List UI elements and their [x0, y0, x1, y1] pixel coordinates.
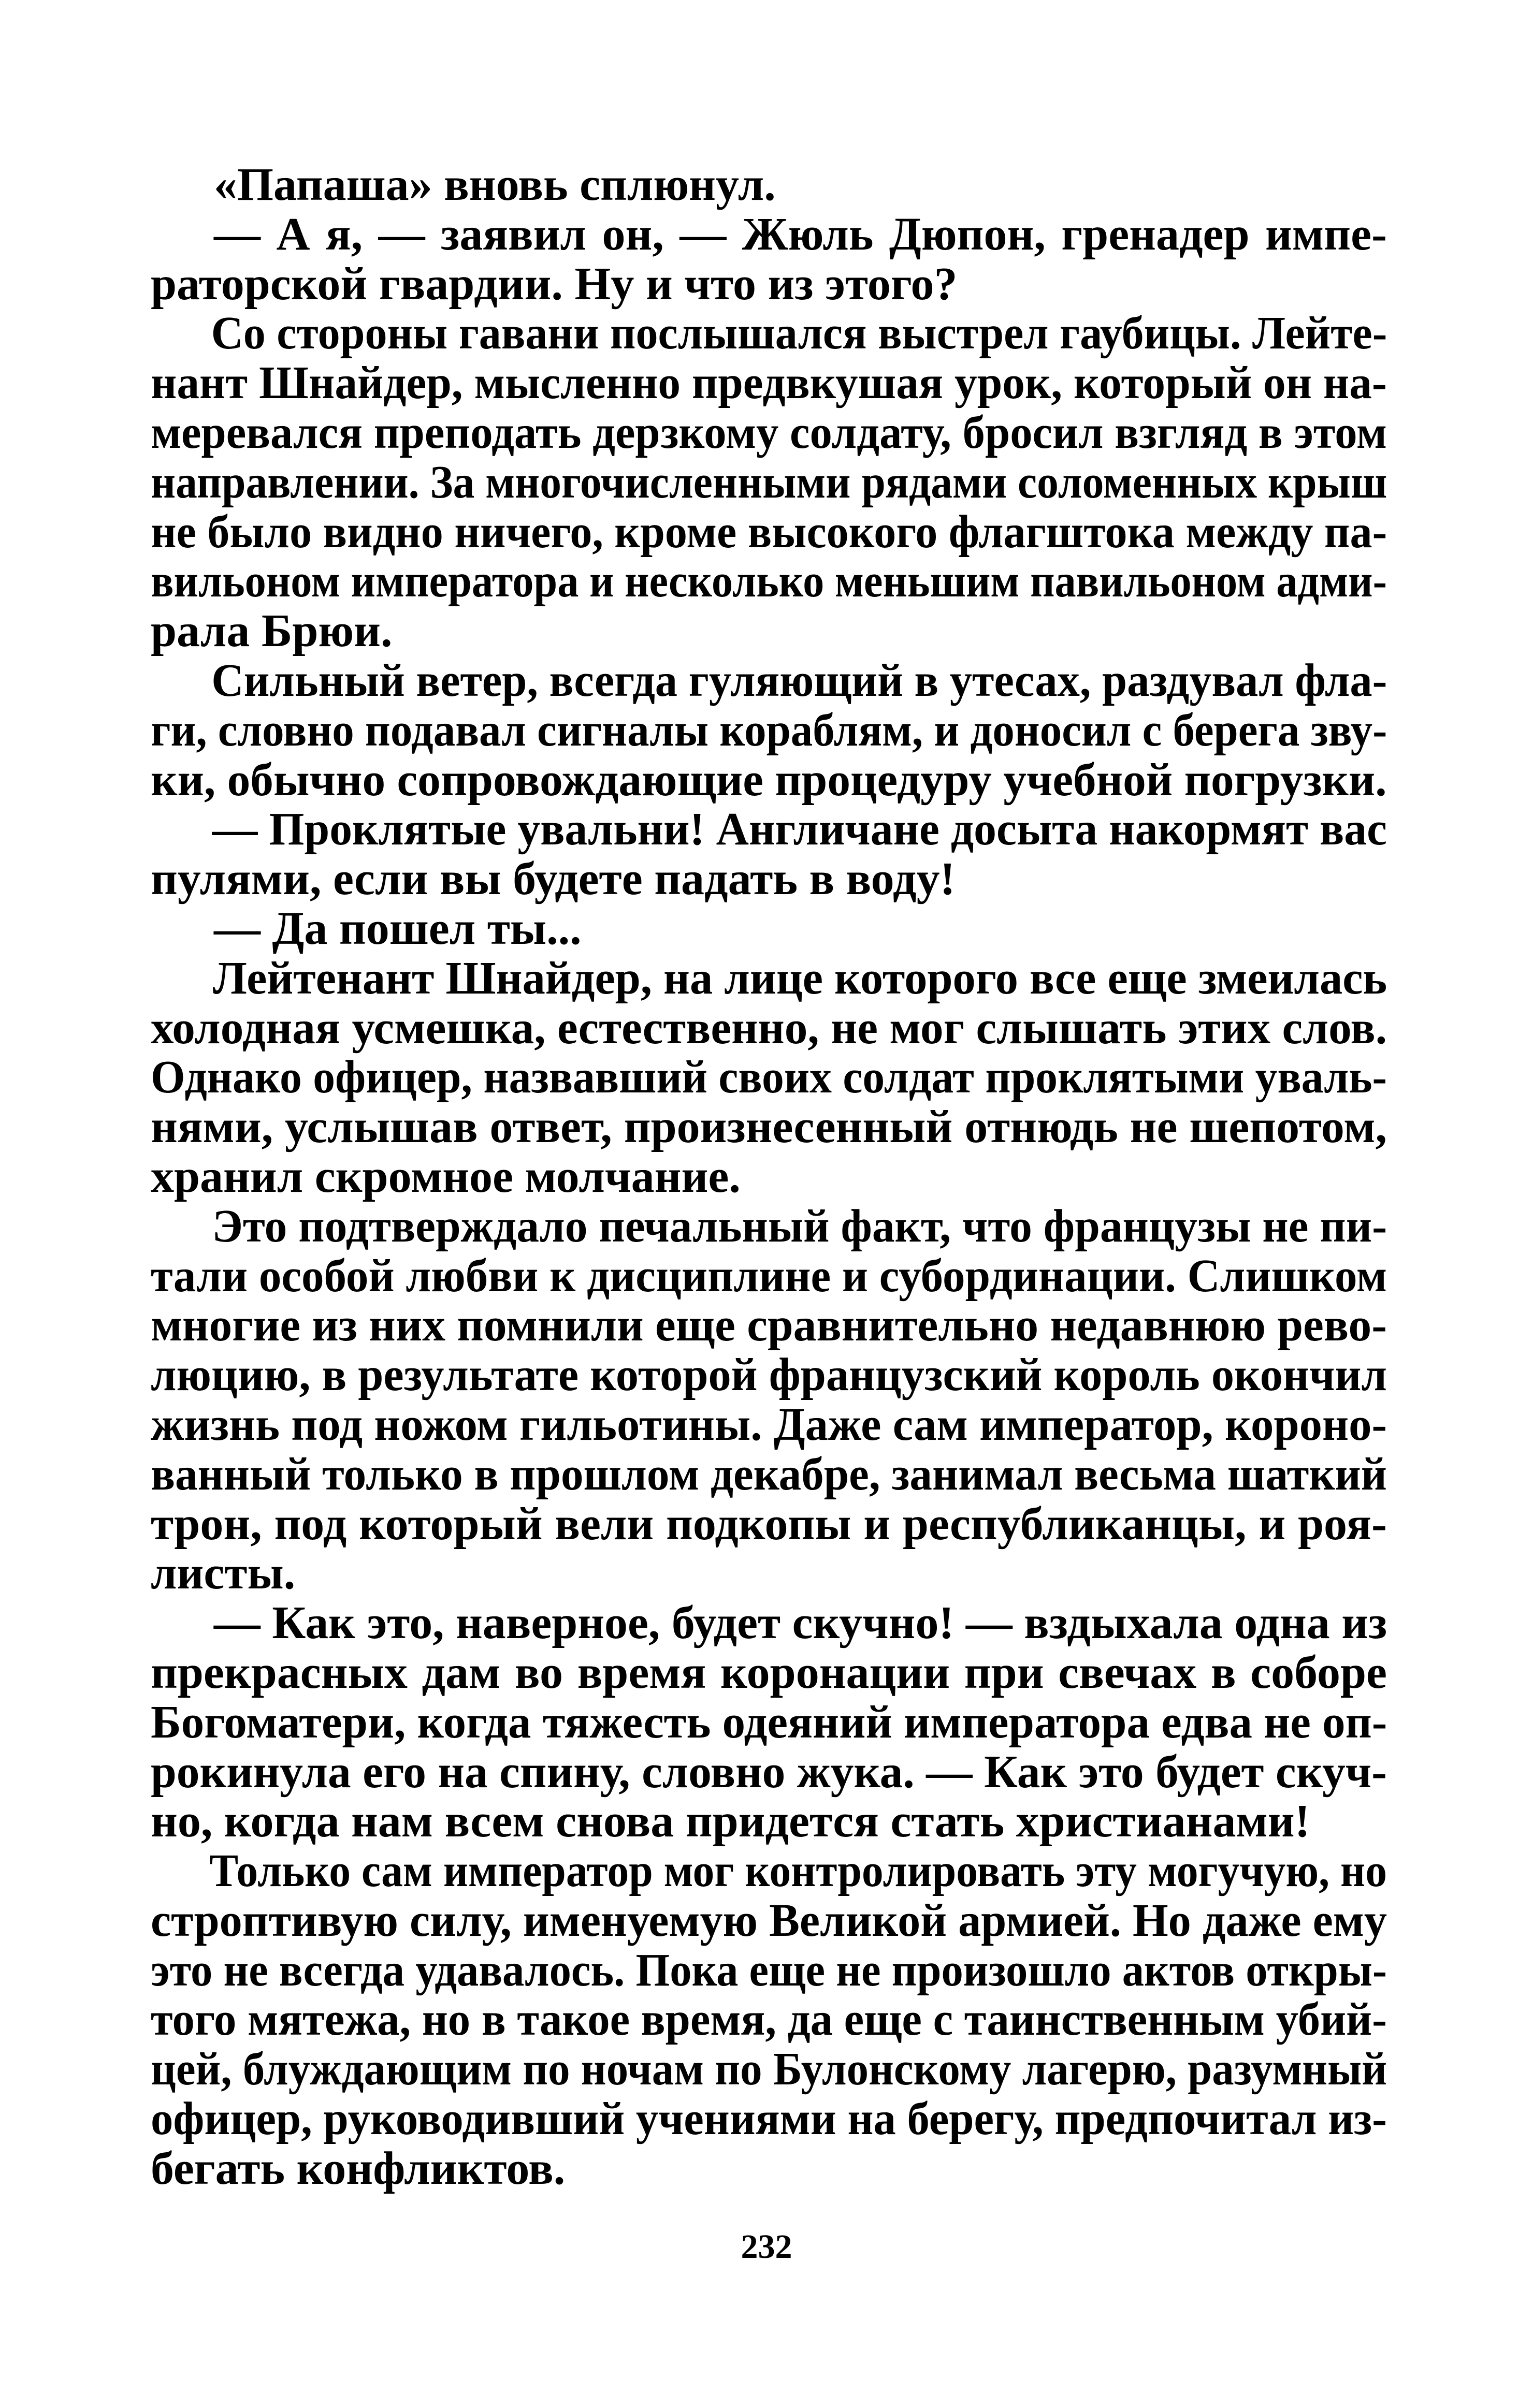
text-line: ванный только в прошлом декабре, занимал весьма шаткий — [151, 1448, 1387, 1500]
book-page-text — [151, 160, 1387, 2194]
text-line: Сильный ветер, всегда гуляющий в утесах, раздувал фла- — [211, 654, 1387, 706]
text-line: хранил скромное молчание. — [151, 1150, 741, 1202]
text-line: того мятежа, но в такое время, да еще с таинственным убий- — [151, 1994, 1387, 2046]
text-line: вильоном императора и несколько меньшим павильоном адми- — [151, 556, 1387, 607]
text-line: это не всегда удавалось. Пока еще не произошло актов откры- — [151, 1944, 1387, 1996]
text-line: жизнь под ножом гильотины. Даже сам император, короно- — [151, 1398, 1387, 1450]
text-line: раторской гвардии. Ну и что из этого? — [151, 258, 958, 310]
text-line: — Как это, наверное, будет скучно! — вздыхала одна из — [213, 1597, 1387, 1649]
text-line: пулями, если вы будете падать в воду! — [151, 853, 956, 905]
text-line: Только сам император мог контролировать эту могучую, но — [209, 1845, 1387, 1897]
text-line: направлении. За многочисленными рядами соломенных крыш — [151, 456, 1387, 508]
text-line: рокинула его на спину, словно жука. — Как это будет скуч- — [151, 1746, 1387, 1798]
text-line: — Проклятые увальни! Англичане досыта накормят вас — [212, 804, 1387, 855]
text-line: нант Шнайдер, мысленно предвкушая урок, который он на- — [151, 357, 1387, 409]
text-line: нями, услышав ответ, произнесенный отнюдь не шепотом, — [151, 1101, 1387, 1153]
text-line: многие из них помнили еще сравнительно недавнюю рево- — [151, 1300, 1387, 1351]
text-line: Со стороны гавани послышался выстрел гаубицы. Лейте- — [211, 308, 1387, 359]
text-line: «Папаша» вновь сплюнул. — [214, 159, 776, 210]
text-line: но, когда нам всем снова придется стать христианами! — [151, 1796, 1310, 1847]
text-line: строптивую силу, именуемую Великой армией. Но даже ему — [151, 1894, 1387, 1946]
page-number: 232 — [741, 2228, 792, 2266]
text-line: ги, словно подавал сигналы кораблям, и доносил с берега зву- — [151, 704, 1387, 756]
text-line: Однако офицер, назвавший своих солдат проклятыми уваль- — [151, 1052, 1387, 1103]
text-line: бегать конфликтов. — [151, 2142, 566, 2194]
text-line: ки, обычно сопровождающие процедуру учебной погрузки. — [151, 754, 1387, 806]
text-line: не было видно ничего, кроме высокого флагштока между па- — [151, 506, 1387, 558]
text-line: офицер, руководивший учениями на берегу, предпочитал из- — [151, 2093, 1387, 2145]
text-line: Богоматери, когда тяжесть одеяний императора едва не оп- — [151, 1696, 1387, 1748]
text-line: — А я, — заявил он, — Жюль Дюпон, гренадер импе- — [214, 208, 1387, 260]
text-line: меревался преподать дерзкому солдату, бросил взгляд в этом — [151, 406, 1387, 458]
text-line: цей, блуждающим по ночам по Булонскому лагерю, разумный — [151, 2044, 1387, 2095]
text-line: люцию, в результате которой французский король окончил — [151, 1349, 1387, 1401]
text-line: тали особой любви к дисциплине и субординации. Слишком — [151, 1250, 1387, 1302]
text-line: Лейтенант Шнайдер, на лице которого все еще змеилась — [212, 952, 1387, 1004]
text-line: листы. — [151, 1548, 296, 1599]
text-line: холодная усмешка, естественно, не мог слышать этих слов. — [151, 1002, 1387, 1054]
text-line: рала Брюи. — [151, 605, 393, 657]
text-line: Это подтверждало печальный факт, что французы не пи- — [212, 1200, 1387, 1252]
text-line: — Да пошел ты... — [214, 902, 582, 954]
text-line: прекрасных дам во время коронации при свечах в соборе — [151, 1646, 1387, 1698]
text-line: трон, под который вели подкопы и республиканцы, и роя- — [151, 1498, 1387, 1550]
